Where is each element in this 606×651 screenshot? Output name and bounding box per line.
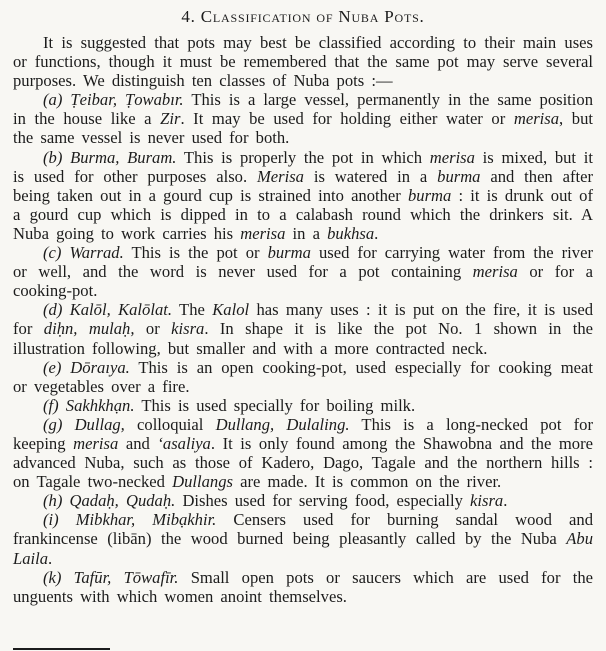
paragraph-f-sakhkhan: (f) Sakhkhạn. This is used specially for boiling milk. (43, 395, 416, 415)
footnote-rule (13, 648, 110, 650)
intro-paragraph: It is suggested that pots may best be classified according to their main uses or functions, though it must be remembered that the same pot may serve several purposes. We distinguish ten classes of Nuba pots :— (13, 33, 593, 91)
paragraph-g-dullag: (g) Dullag, colloquial Dullang, Dulaling. This is a long-necked pot for keeping merisa and ʻasaliya. It is only found among the Shawobna and the more advanced Nuba, such as those of Kadero, Dago, Tagale and the northern hills : on Tagale two-necked Dullangs are made. It is common on the river. (13, 414, 593, 492)
paragraph-i-mibkhar: (i) Mibkhar, Mibạkhir. Censers used for burning sandal wood and frankincense (libān) the wood burned being pleasantly called by the Nuba Abu Laila. (13, 510, 594, 568)
section-heading: 4. Classification of Nuba Pots. (181, 7, 425, 26)
paragraph-d-kalol: (d) Kalōl, Kalōlat. The Kalol has many uses : it is put on the fire, it is used for diḥn, mulaḥ, or kisra. In shape it is like the pot No. 1 shown in the illustration following, but smaller and with a more contracted neck. (13, 300, 594, 358)
paragraph-a-teibar: (a) Ṭeibar, Ṭowabır. This is a large vessel, permanently in the same position in the house like a Zir. It may be used for holding either water or merisa, but the same vessel is never used for both. (13, 90, 593, 148)
paragraph-h-qadah: (h) Qadaḥ, Qudaḥ. Dishes used for serving food, especially kisra. (43, 491, 508, 511)
paragraph-c-warrad: (c) Warrad. This is the pot or burma used for carrying water from the river or well, and the word is never used for a pot containing merisa or for a cooking-pot. (13, 243, 594, 301)
paragraph-e-doraiya: (e) Dōraıya. This is an open cooking-pot, used especially for cooking meat or vegetables over a fire. (13, 357, 593, 396)
paragraph-b-burma: (b) Burma, Buram. This is properly the pot in which merisa is mixed, but it is used for other purposes also. Merisa is watered in a burma and then after being taken out in a gourd cup is strained into another burma : it is drunk out of a gourd cup which is dipped in to a calabash round which the drinkers sit. A Nuba going to work carries his merisa in a bukhsa. (13, 147, 594, 243)
paragraph-k-tafur: (k) Tafūr, Tōwafīr. Small open pots or saucers which are used for the unguents with which women anoint themselves. (13, 567, 593, 606)
